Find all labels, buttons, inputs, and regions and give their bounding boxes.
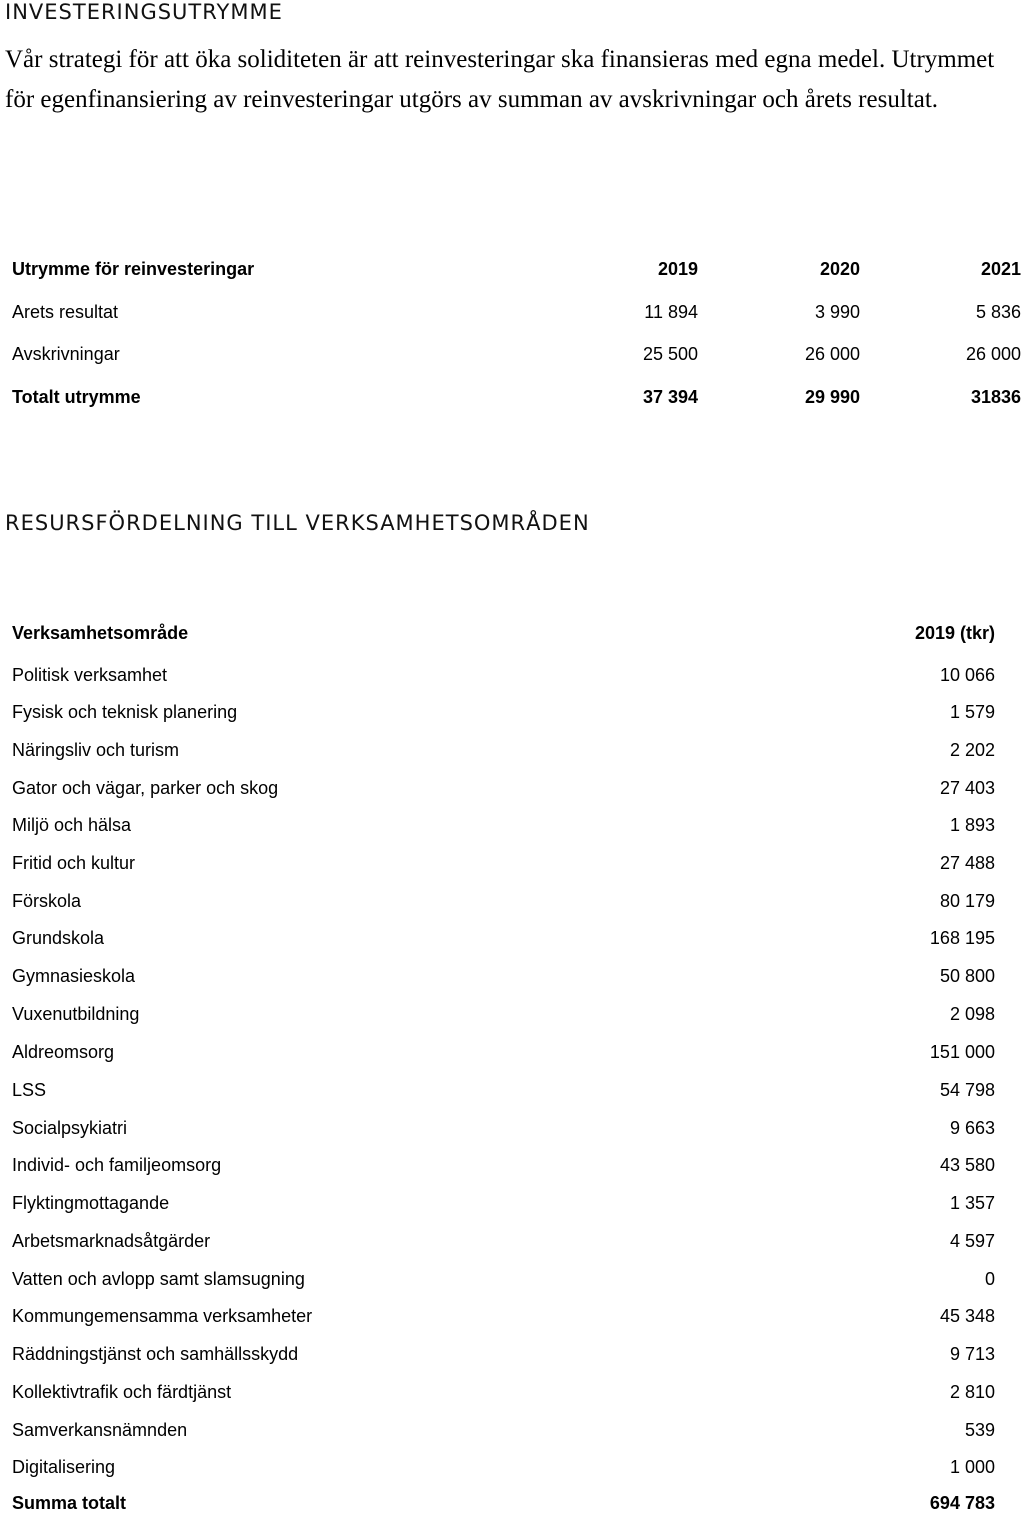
year-2020-header: 2020: [819, 259, 860, 279]
allocation-header-label: Verksamhetsområde: [12, 623, 189, 643]
row-label: Fritid och kultur: [12, 853, 136, 873]
row-value: 50 800: [939, 966, 995, 986]
row-value: 43 580: [939, 1155, 995, 1175]
allocation-heading: RESURSFÖRDELNING TILL VERKSAMHETSOMRÅDEN: [5, 511, 590, 535]
cell-2020: 29 990: [804, 387, 860, 407]
row-label: Flyktingmottagande: [12, 1193, 170, 1213]
row-label: Vatten och avlopp samt slamsugning: [12, 1269, 305, 1289]
row-label: Näringsliv och turism: [12, 740, 180, 760]
row-label: Arets resultat: [12, 302, 119, 322]
row-label: Arbetsmarknadsåtgärder: [12, 1231, 211, 1251]
row-label: LSS: [12, 1080, 47, 1100]
table-row: [0, 1002, 1024, 1026]
cell-2019: 37 394: [642, 387, 698, 407]
table-row: [0, 964, 1024, 988]
cell-2021: 5 836: [975, 302, 1021, 322]
row-value: 539: [964, 1420, 995, 1440]
table-row: [0, 1304, 1024, 1328]
table-row: [0, 663, 1024, 687]
row-value: 10 066: [939, 665, 995, 685]
table-row: [0, 738, 1024, 762]
allocation-header-value: 2019 (tkr): [914, 623, 995, 643]
cell-2021: 31836: [970, 387, 1021, 407]
row-value: 54 798: [939, 1080, 995, 1100]
row-label: Aldreomsorg: [12, 1042, 115, 1062]
table-row: [0, 1116, 1024, 1140]
row-label: Gator och vägar, parker och skog: [12, 778, 279, 798]
table-row: [0, 1040, 1024, 1064]
table-row: [0, 1267, 1024, 1291]
reinvestment-header-label: Utrymme för reinvesteringar: [12, 259, 255, 279]
table-row: [0, 1455, 1024, 1479]
table-total-row: [0, 1491, 1024, 1515]
reinvestment-table-header: [0, 257, 1024, 281]
row-value: 0: [984, 1269, 995, 1289]
table-row: [0, 926, 1024, 950]
row-value: 45 348: [939, 1306, 995, 1326]
row-label: Politisk verksamhet: [12, 665, 168, 685]
investment-paragraph: Vår strategi för att öka soliditeten är att reinvesteringar ska finansieras med egna medel. Utrymmet för egenfinansiering av reinvesteringar utgörs av summan av avskrivningar och årets resultat.: [5, 46, 995, 113]
cell-2020: 3 990: [814, 302, 860, 322]
row-value: 9 713: [949, 1344, 995, 1364]
row-label: Fysisk och teknisk planering: [12, 702, 238, 722]
table-row: [0, 1418, 1024, 1442]
row-label: Individ- och familjeomsorg: [12, 1155, 222, 1175]
table-row: [0, 1380, 1024, 1404]
table-row: [0, 342, 1024, 366]
cell-2019: 11 894: [644, 302, 698, 322]
row-value: 1 579: [949, 702, 995, 722]
row-value: 1 357: [949, 1193, 995, 1213]
row-value: 694 783: [929, 1493, 995, 1513]
row-value: 80 179: [939, 891, 995, 911]
row-value: 9 663: [949, 1118, 995, 1138]
table-row: [0, 813, 1024, 837]
row-value: 2 202: [949, 740, 995, 760]
table-row: [0, 889, 1024, 913]
cell-2020: 26 000: [804, 344, 860, 364]
investment-heading: INVESTERINGSUTRYMME: [5, 0, 283, 24]
row-value: 27 488: [939, 853, 995, 873]
row-label: Miljö och hälsa: [12, 815, 132, 835]
row-value: 1 893: [949, 815, 995, 835]
table-row: [0, 1078, 1024, 1102]
row-label: Vuxenutbildning: [12, 1004, 140, 1024]
table-row: [0, 1342, 1024, 1366]
allocation-table-header: [0, 621, 1024, 645]
row-value: 4 597: [949, 1231, 995, 1251]
row-value: 151 000: [929, 1042, 995, 1062]
row-value: 1 000: [949, 1457, 995, 1477]
row-label: Digitalisering: [12, 1457, 116, 1477]
table-total-row: [0, 385, 1024, 409]
table-row: [0, 300, 1024, 324]
row-label: Summa totalt: [12, 1493, 127, 1513]
row-value: 2 098: [949, 1004, 995, 1024]
table-row: [0, 1153, 1024, 1177]
row-label: Kollektivtrafik och färdtjänst: [12, 1382, 232, 1402]
table-row: [0, 700, 1024, 724]
row-label: Avskrivningar: [12, 344, 120, 364]
table-row: [0, 776, 1024, 800]
row-value: 2 810: [949, 1382, 995, 1402]
year-2019-header: 2019: [657, 259, 698, 279]
row-label: Samverkansnämnden: [12, 1420, 188, 1440]
cell-2021: 26 000: [965, 344, 1021, 364]
row-label: Gymnasieskola: [12, 966, 136, 986]
row-label: Totalt utrymme: [12, 387, 141, 407]
row-label: Grundskola: [12, 928, 105, 948]
row-label: Socialpsykiatri: [12, 1118, 128, 1138]
year-2021-header: 2021: [980, 259, 1021, 279]
row-value: 27 403: [939, 778, 995, 798]
table-row: [0, 851, 1024, 875]
cell-2019: 25 500: [642, 344, 698, 364]
row-label: Räddningstjänst och samhällsskydd: [12, 1344, 299, 1364]
row-value: 168 195: [929, 928, 995, 948]
row-label: Kommungemensamma verksamheter: [12, 1306, 313, 1326]
row-label: Förskola: [12, 891, 82, 911]
table-row: [0, 1191, 1024, 1215]
table-row: [0, 1229, 1024, 1253]
